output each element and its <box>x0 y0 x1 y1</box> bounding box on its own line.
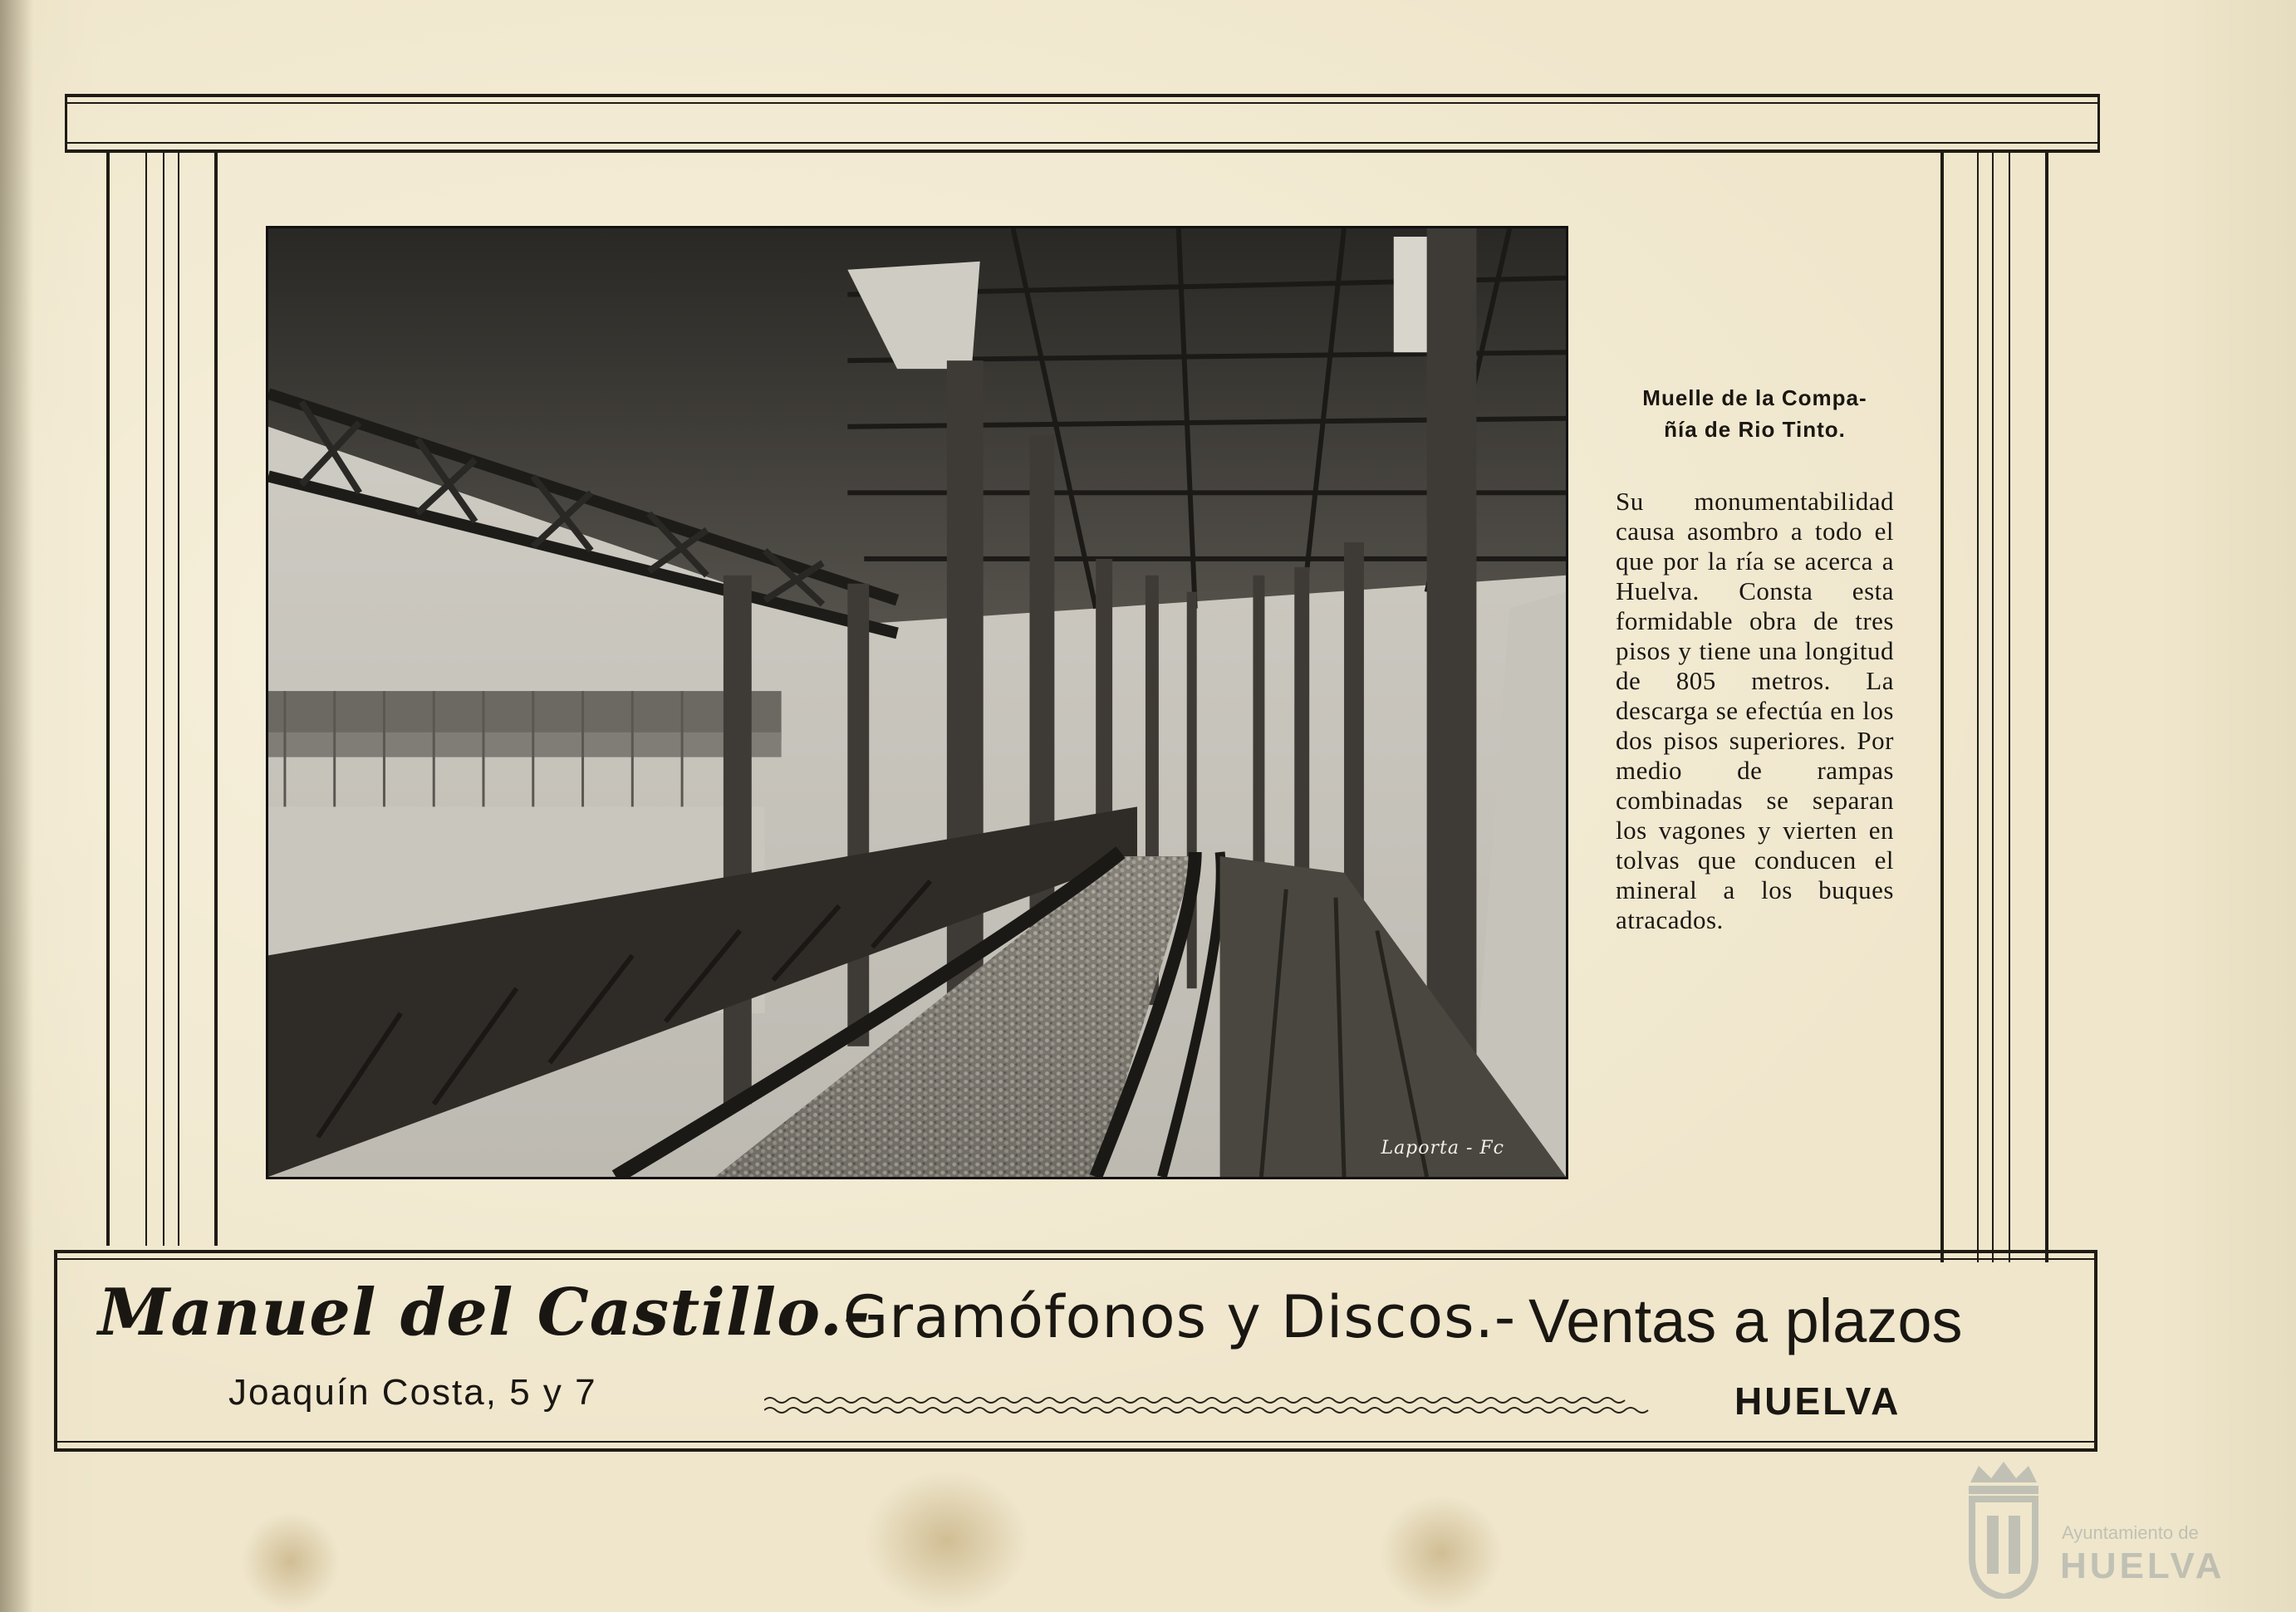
caption-body: Su monumentabilidad causa asombro a todo el que por la ría se acerca a Huelva. Consta esta formidable obra de tres pisos y tiene una longitud de 805 metros. La descarga se efectúa en los dos pisos superiores. Por medio de rampas combinadas se separan los vagones y vierten en tolvas que conducen el mineral a los buques atracados. <box>1616 487 1894 934</box>
photo-credit: Laporta - Fc <box>1381 1138 1504 1159</box>
caption-title-line: Muelle de la Compa- <box>1642 385 1867 410</box>
wavy-divider <box>764 1394 1653 1418</box>
ad-box-line <box>54 1250 2097 1253</box>
archive-watermark <box>1954 1449 2228 1599</box>
frame-top-side <box>2097 94 2100 153</box>
pier-photograph <box>266 226 1568 1179</box>
paper-stain <box>864 1470 1030 1611</box>
shop-city: HUELVA <box>1734 1379 1901 1423</box>
frame-top-line <box>65 142 2100 144</box>
shop-address: Joaquín Costa, 5 y 7 <box>228 1372 597 1413</box>
advertiser-name: Manuel del Castillo.- <box>98 1275 871 1350</box>
pier-illustration <box>268 228 1566 1177</box>
paper-stain <box>241 1512 341 1611</box>
left-pillar-line <box>214 153 218 1246</box>
ad-box-line <box>54 1441 2097 1443</box>
left-pillar-line <box>178 153 179 1246</box>
ad-box-side <box>54 1250 57 1452</box>
ad-box-line <box>54 1258 2097 1260</box>
frame-top-line <box>65 94 2100 97</box>
right-pillar-line <box>1992 153 1994 1262</box>
frame-top-line <box>65 102 2100 104</box>
page-fold-shadow <box>0 0 33 1612</box>
advertised-products: Gramófonos y Discos.- <box>843 1283 1517 1351</box>
ad-box-line <box>54 1448 2097 1452</box>
left-pillar-line <box>163 153 164 1246</box>
sales-terms: Ventas a plazos <box>1528 1286 1963 1355</box>
watermark-line: HUELVA <box>2060 1546 2225 1586</box>
photo-caption <box>1616 382 1894 935</box>
right-pillar-line <box>1940 153 1944 1262</box>
coat-of-arms-icon <box>1954 1449 2053 1599</box>
ad-box-side <box>2094 1250 2097 1452</box>
frame-top-line <box>65 149 2100 153</box>
left-pillar-line <box>145 153 147 1246</box>
left-pillar-line <box>106 153 110 1246</box>
right-pillar-line <box>2009 153 2010 1262</box>
watermark-line: Ayuntamiento de <box>2062 1522 2199 1543</box>
caption-title-line: ñía de Rio Tinto. <box>1664 417 1846 442</box>
caption-title <box>1616 382 1894 445</box>
frame-top-side <box>65 94 67 153</box>
right-pillar-line <box>1977 153 1979 1262</box>
paper-stain <box>1379 1495 1504 1611</box>
right-pillar-line <box>2045 153 2048 1262</box>
